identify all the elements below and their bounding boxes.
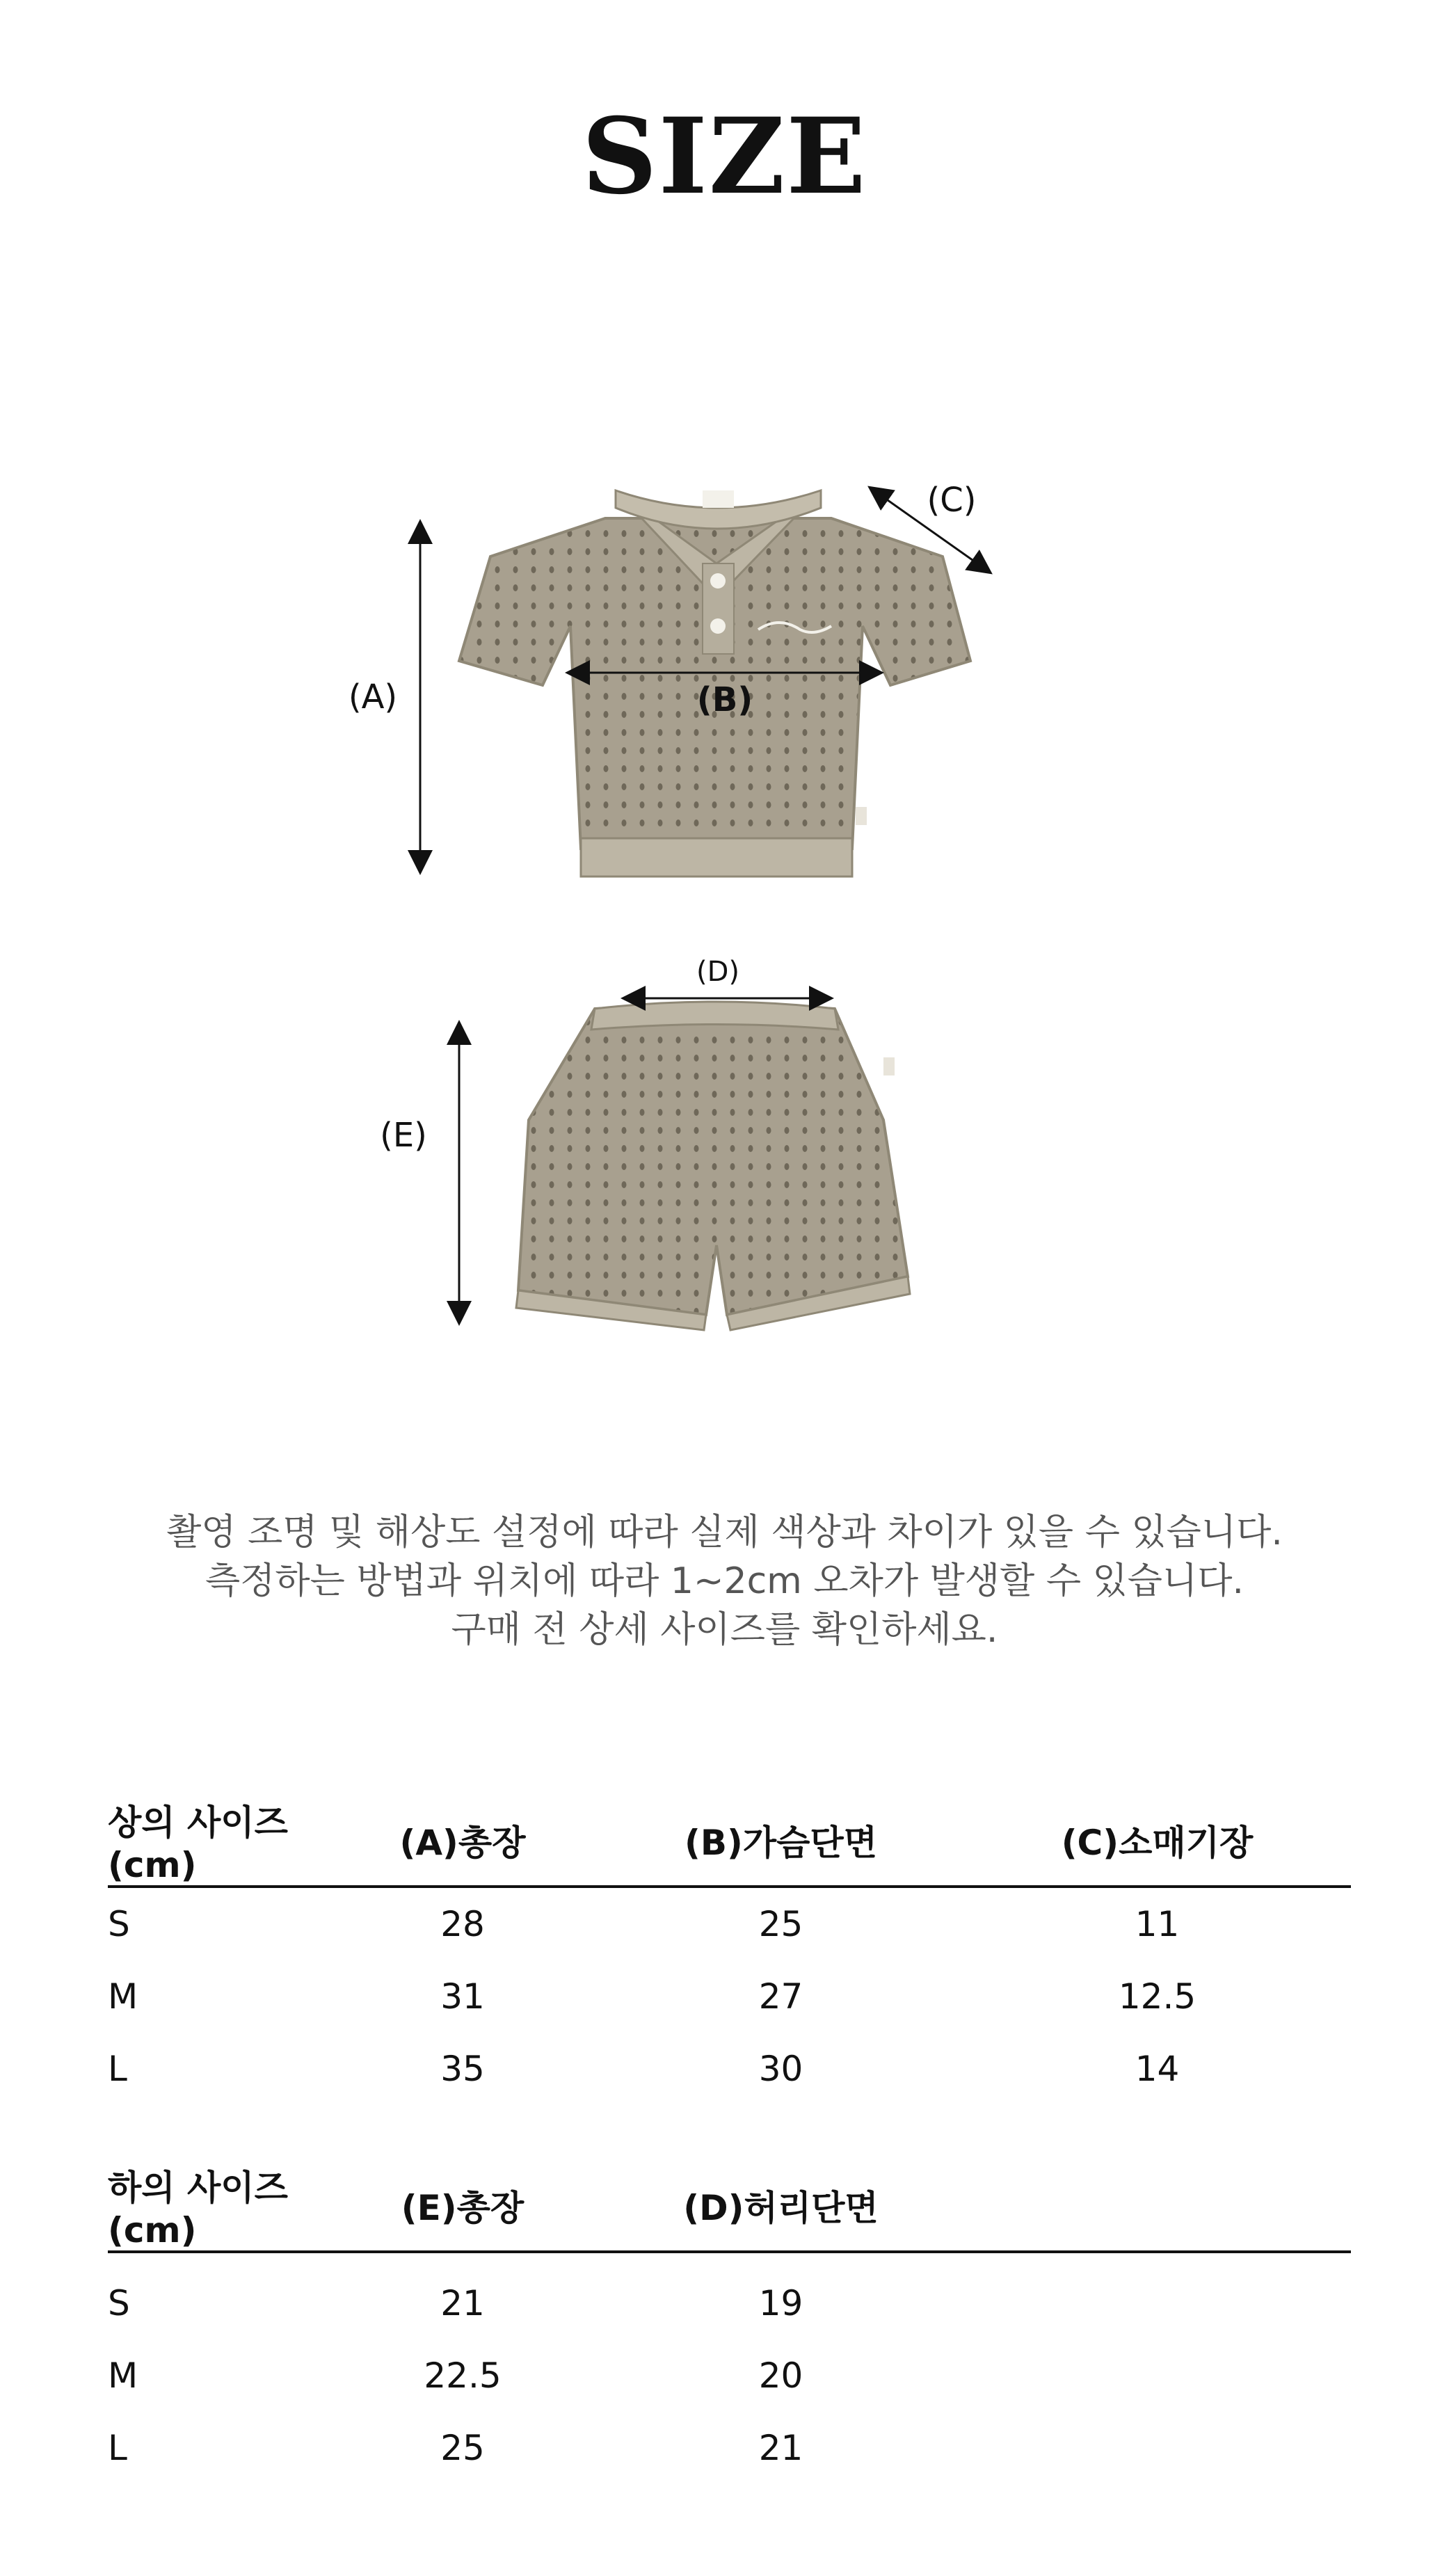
cell-total-length: 22.5 (424, 2355, 502, 2396)
cell-total-length: 28 (440, 1904, 485, 1944)
table-row (108, 2252, 1351, 2339)
cell-total-length: 31 (440, 1976, 485, 2017)
header-total-length: (A)총장 (327, 1795, 598, 1887)
header-empty (963, 2160, 1351, 2252)
header-waist-width: (D)허리단면 (598, 2160, 963, 2252)
bottom-size-table (108, 2160, 1351, 2484)
header-chest-width: (B)가슴단면 (598, 1795, 963, 1887)
table-row (108, 2033, 1351, 2105)
cell-empty (963, 2252, 1351, 2339)
header-total-length: (E)총장 (327, 2160, 598, 2252)
table-row (108, 1960, 1351, 2033)
cell-chest-width: 27 (758, 1976, 803, 2017)
cell-total-length: 25 (440, 2428, 485, 2468)
cell-size: L (108, 2428, 127, 2468)
cell-size: M (108, 2355, 138, 2396)
cell-empty (963, 2339, 1351, 2412)
label-c: (C) (927, 481, 977, 520)
page-title: SIZE (582, 95, 867, 218)
label-e: (E) (380, 1116, 427, 1155)
cell-sleeve-length: 12.5 (1118, 1976, 1196, 2017)
notice-line: 구매 전 상세 사이즈를 확인하세요. (451, 1609, 998, 1651)
cell-chest-width: 30 (758, 2049, 803, 2089)
notice-line: 촬영 조명 및 해상도 설정에 따라 실제 색상과 차이가 있을 수 있습니다. (166, 1512, 1283, 1553)
label-b: (B) (696, 680, 753, 719)
cell-waist-width: 20 (758, 2355, 803, 2396)
cell-sleeve-length: 11 (1135, 1904, 1180, 1944)
cell-waist-width: 19 (758, 2283, 803, 2323)
cell-total-length: 35 (440, 2049, 485, 2089)
label-d: (D) (696, 956, 740, 988)
cell-waist-width: 21 (758, 2428, 803, 2468)
cell-size: M (108, 1976, 138, 2017)
notice-text (0, 1508, 1449, 1654)
cell-chest-width: 25 (758, 1904, 803, 1944)
table-row (108, 2412, 1351, 2484)
cell-size: L (108, 2049, 127, 2089)
shorts-image (516, 1002, 910, 1330)
header-size: 하의 사이즈(cm) (108, 2160, 327, 2252)
top-size-table (108, 1795, 1351, 2105)
notice-line: 측정하는 방법과 위치에 따라 1~2cm 오차가 발생할 수 있습니다. (205, 1560, 1244, 1602)
cell-size: S (108, 1904, 130, 1944)
table-row (108, 1887, 1351, 1960)
table-header-row (108, 2160, 1351, 2252)
cell-empty (963, 2412, 1351, 2484)
label-a: (A) (348, 678, 398, 717)
cell-size: S (108, 2283, 130, 2323)
table-header-row (108, 1795, 1351, 1887)
header-sleeve-length: (C)소매기장 (963, 1795, 1351, 1887)
cell-sleeve-length: 14 (1135, 2049, 1180, 2089)
cell-total-length: 21 (440, 2283, 485, 2323)
header-size: 상의 사이즈(cm) (108, 1795, 327, 1887)
table-row (108, 2339, 1351, 2412)
